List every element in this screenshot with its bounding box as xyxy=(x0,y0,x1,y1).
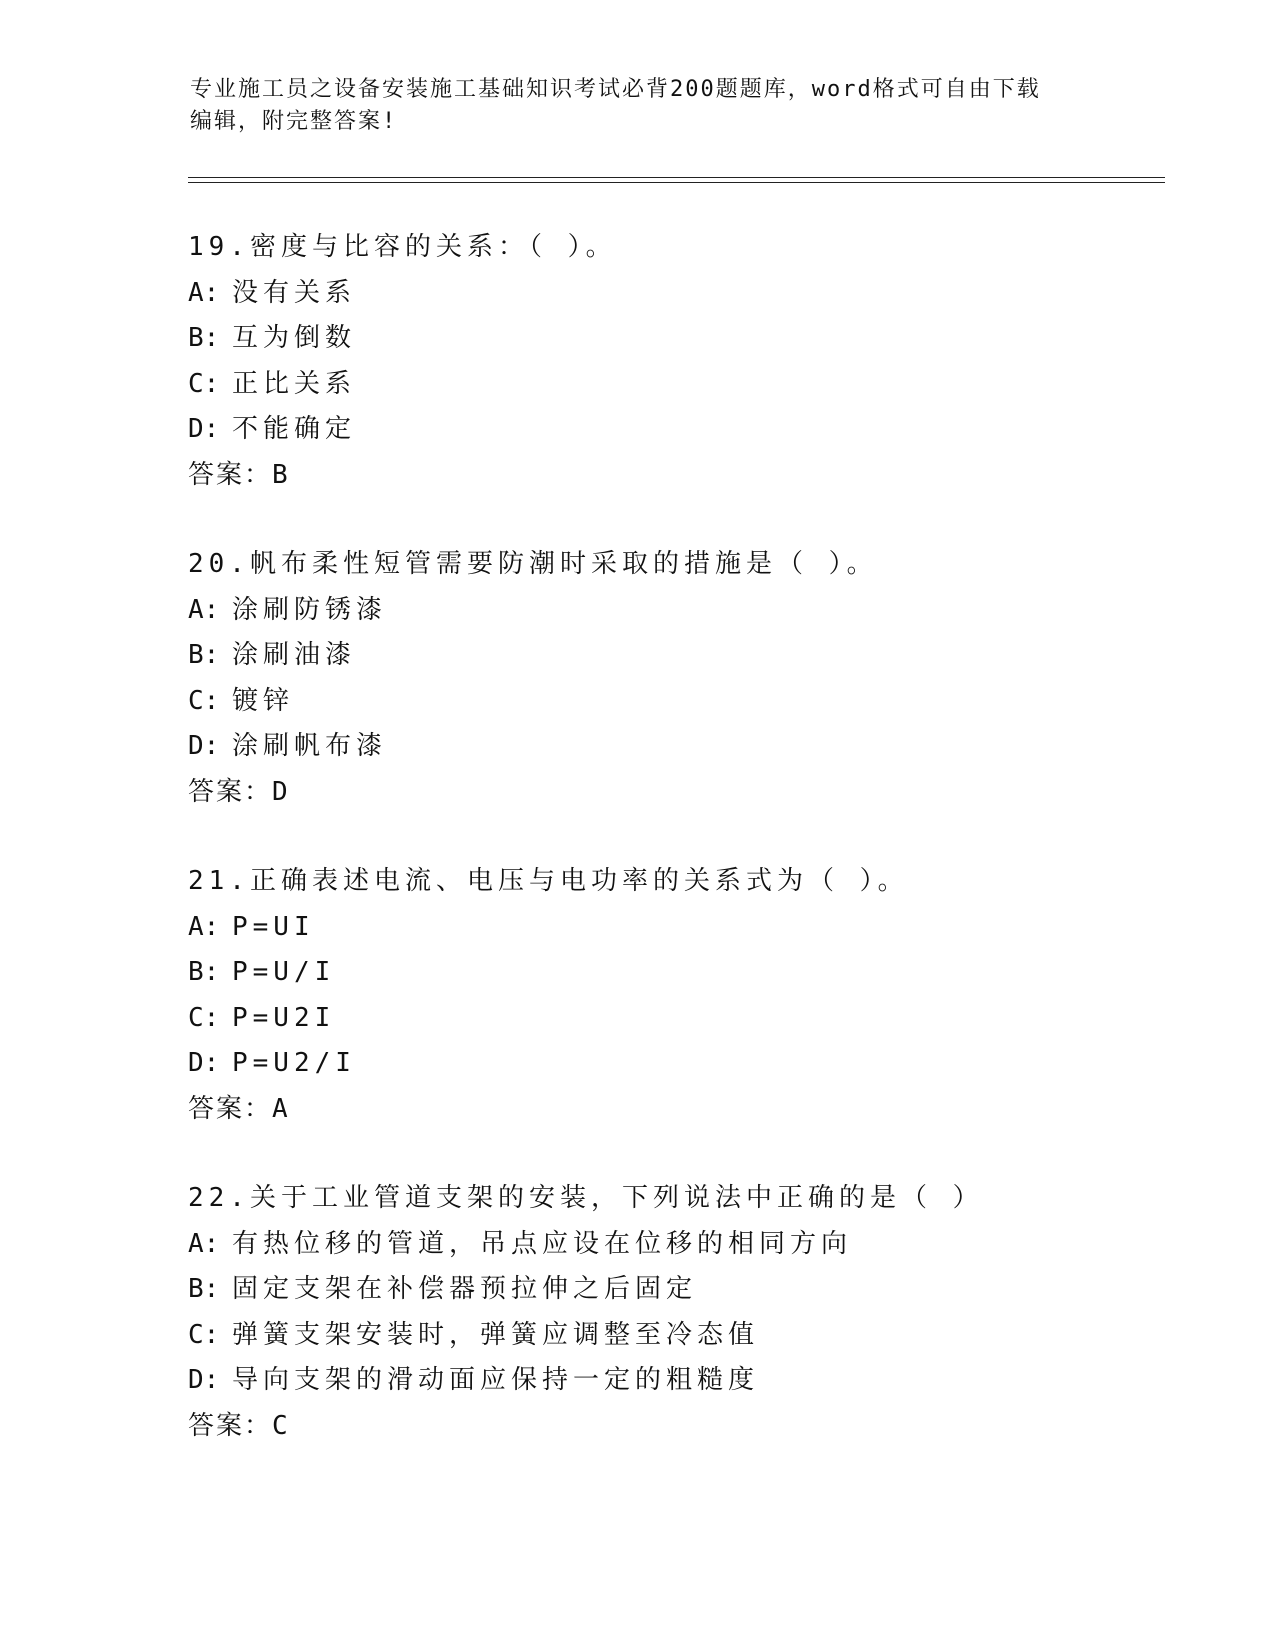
option-letter: B: xyxy=(188,323,220,353)
option-text: 固定支架在补偿器预拉伸之后固定 xyxy=(232,1274,698,1304)
question-20 xyxy=(188,542,1148,815)
option-b xyxy=(188,633,1148,679)
answer-line xyxy=(188,453,1148,499)
answer-label: 答案： xyxy=(188,776,273,807)
header-divider-top xyxy=(188,177,1165,178)
option-c xyxy=(188,679,1148,725)
option-text: 导向支架的滑动面应保持一定的粗糙度 xyxy=(232,1365,760,1395)
option-text: P=U/I xyxy=(232,957,336,987)
option-letter: C: xyxy=(188,368,220,399)
question-stem: 20.帆布柔性短管需要防潮时采取的措施是（ ）。 xyxy=(188,549,878,579)
option-c xyxy=(188,1313,1148,1359)
answer-line xyxy=(188,1087,1148,1133)
answer-line xyxy=(188,1404,1148,1450)
option-a xyxy=(188,588,1148,634)
option-a xyxy=(188,1222,1148,1268)
option-c xyxy=(188,362,1148,408)
option-letter: D: xyxy=(188,1365,220,1395)
answer-line xyxy=(188,770,1148,816)
option-text: P=U2I xyxy=(232,1002,336,1033)
option-b xyxy=(188,1267,1148,1313)
option-text: 弹簧支架安装时，弹簧应调整至冷态值 xyxy=(232,1319,760,1350)
option-letter: D: xyxy=(188,731,220,761)
question-21 xyxy=(188,859,1148,1132)
question-stem: 21.正确表述电流、电压与电功率的关系式为（ ）。 xyxy=(188,866,909,896)
option-text: 涂刷帆布漆 xyxy=(232,731,388,761)
option-d xyxy=(188,407,1148,453)
answer-label: 答案： xyxy=(188,1410,273,1441)
option-text: 正比关系 xyxy=(232,368,357,399)
option-d xyxy=(188,1358,1148,1404)
option-a xyxy=(188,271,1148,317)
option-letter: A: xyxy=(188,1228,220,1259)
option-a xyxy=(188,905,1148,951)
header-title-line-2: 编辑，附完整答案! xyxy=(190,109,398,134)
option-text: 镀锌 xyxy=(232,685,295,716)
option-letter: A: xyxy=(188,911,220,942)
option-letter: D: xyxy=(188,1048,220,1078)
option-b xyxy=(188,316,1148,362)
document-header xyxy=(190,74,1090,138)
option-letter: B: xyxy=(188,1274,220,1304)
header-title-line-1: 专业施工员之设备安装施工基础知识考试必背200题题库，word格式可自由下载 xyxy=(190,77,1041,102)
question-stem: 22.关于工业管道支架的安装，下列说法中正确的是（ ） xyxy=(188,1183,984,1213)
option-text: 互为倒数 xyxy=(232,323,357,353)
header-divider-bottom xyxy=(188,182,1165,183)
option-text: 不能确定 xyxy=(232,414,357,444)
answer-label: 答案： xyxy=(188,459,273,490)
option-text: 没有关系 xyxy=(232,277,357,308)
answer-value: C xyxy=(272,1410,288,1441)
option-text: 涂刷防锈漆 xyxy=(232,594,388,625)
question-22 xyxy=(188,1176,1148,1449)
question-19 xyxy=(188,225,1148,498)
question-stem: 19.密度与比容的关系：（ ）。 xyxy=(188,232,617,262)
answer-label: 答案： xyxy=(188,1093,273,1124)
answer-value: B xyxy=(272,459,288,490)
option-d xyxy=(188,724,1148,770)
option-text: P=UI xyxy=(232,911,315,942)
answer-value: D xyxy=(272,776,288,807)
option-b xyxy=(188,950,1148,996)
option-letter: C: xyxy=(188,1002,220,1033)
option-text: 涂刷油漆 xyxy=(232,640,357,670)
option-letter: D: xyxy=(188,414,220,444)
option-letter: C: xyxy=(188,685,220,716)
answer-value: A xyxy=(272,1093,288,1124)
option-letter: C: xyxy=(188,1319,220,1350)
option-text: 有热位移的管道，吊点应设在位移的相同方向 xyxy=(232,1228,853,1259)
option-letter: B: xyxy=(188,957,220,987)
option-c xyxy=(188,996,1148,1042)
option-text: P=U2/I xyxy=(232,1048,356,1078)
option-letter: B: xyxy=(188,640,220,670)
option-d xyxy=(188,1041,1148,1087)
option-letter: A: xyxy=(188,594,220,625)
option-letter: A: xyxy=(188,277,220,308)
